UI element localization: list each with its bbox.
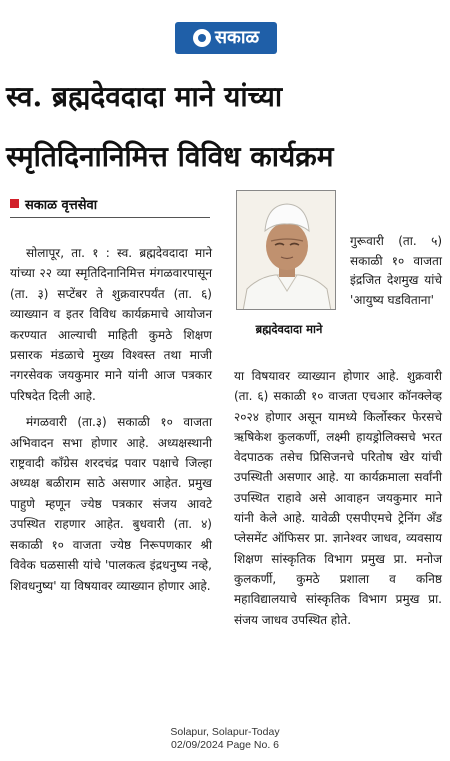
article-column-right-bottom <box>234 366 442 630</box>
article-paragraph-3-top: गुरूवारी (ता. ५) सकाळी १० वाजता इंद्रजित देशमुख यांचे 'आयुष्य घडविताना' <box>350 234 442 308</box>
photo-caption: ब्रह्मदेवदादा माने <box>255 322 323 336</box>
article-column-left <box>10 243 212 596</box>
portrait-illustration <box>237 191 336 310</box>
headline-line-1: स्व. ब्रह्मदेवदादा माने यांच्या <box>6 80 283 113</box>
article-paragraph-1: सोलापूर, ता. १ : स्व. ब्रह्मदेवदादा माने यांच्या २२ व्या स्मृतिदिनानिमित्त मंगळवारपासून (ता. ३) सप्टेंबर ते शुक्रवारपर्यंत (ता. ६) व्याख्यान व इतर विविध कार्यक्रमाचे आयोजन करण्यात आल्याची माहिती कुमठे शिक्षण प्रसारक मंडळाचे मुख्य विश्वस्त तथा माजी नगरसेवक जयकुमार माने यांनी आज पत्रकार परिषदेत दिली आहे. <box>10 246 212 403</box>
masthead-logo <box>175 22 277 54</box>
page-footer <box>0 726 450 752</box>
article-column-right-top <box>350 232 442 311</box>
masthead-name: सकाळ <box>214 27 260 48</box>
headline-line-2: स्मृतिदिनानिमित्त विविध कार्यक्रम <box>6 140 334 173</box>
footer-date-page: 02/09/2024 Page No. 6 <box>170 739 279 751</box>
portrait-photo <box>236 190 336 310</box>
article-paragraph-3-rest: या विषयावर व्याख्यान होणार आहे. शुक्रवारी (ता. ६) सकाळी १० वाजता एचआर कॉनक्लेव्ह २०२४ होणार असून यामध्ये किर्लोस्कर फेरसचे ऋषिकेश कुलकर्णी, लक्ष्मी हायड्रोलिक्सचे भरत वेदपाठक तसेच प्रिसिजनचे परितोष खेर यांची उपस्थिती असणार आहे. या कार्यक्रमाला सर्वांनी उपस्थित राहावे असे आवाहन जयकुमार माने यांनी केले आहे. यावेळी एसपीएमचे ट्रेनिंग अँड प्लेसमेंट ऑफिसर प्रा. ज्ञानेश्वर जाधव, व्यवसाय शिक्षण सांस्कृतिक विभाग प्रमुख प्रा. मनोज कुलकर्णी, कुमठे प्रशाला व कनिष्ठ महाविद्यालयाचे सांस्कृतिक विभाग प्रमुख प्रा. संजय जाधव उपस्थित होते. <box>234 369 442 627</box>
masthead-emblem-icon <box>193 29 211 47</box>
article-paragraph-2: मंगळवारी (ता.३) सकाळी १० वाजता अभिवादन सभा होणार आहे. अध्यक्षस्थानी राष्ट्रवादी काँग्रेस शरदचंद्र पवार पक्षाचे जिल्हा अध्यक्ष बळीराम साठे असणार आहेत. प्रमुख पाहुणे म्हणून ज्येष्ठ पत्रकार संजय आवटे उपस्थित राहणार आहेत. बुधवारी (ता. ४) सकाळी १० वाजता ज्येष्ठ निरूपणकार श्री विवेक घळसासी यांचे 'पालकत्व इंद्रधनुष्य नव्हे, शिवधनुष्य' या विषयावर व्याख्यान होणार आहे. <box>10 415 212 593</box>
byline-bar <box>10 193 210 218</box>
footer-edition: Solapur, Solapur-Today <box>170 726 280 738</box>
byline: सकाळ वृत्तसेवा <box>25 198 98 213</box>
byline-marker-icon <box>10 199 19 208</box>
